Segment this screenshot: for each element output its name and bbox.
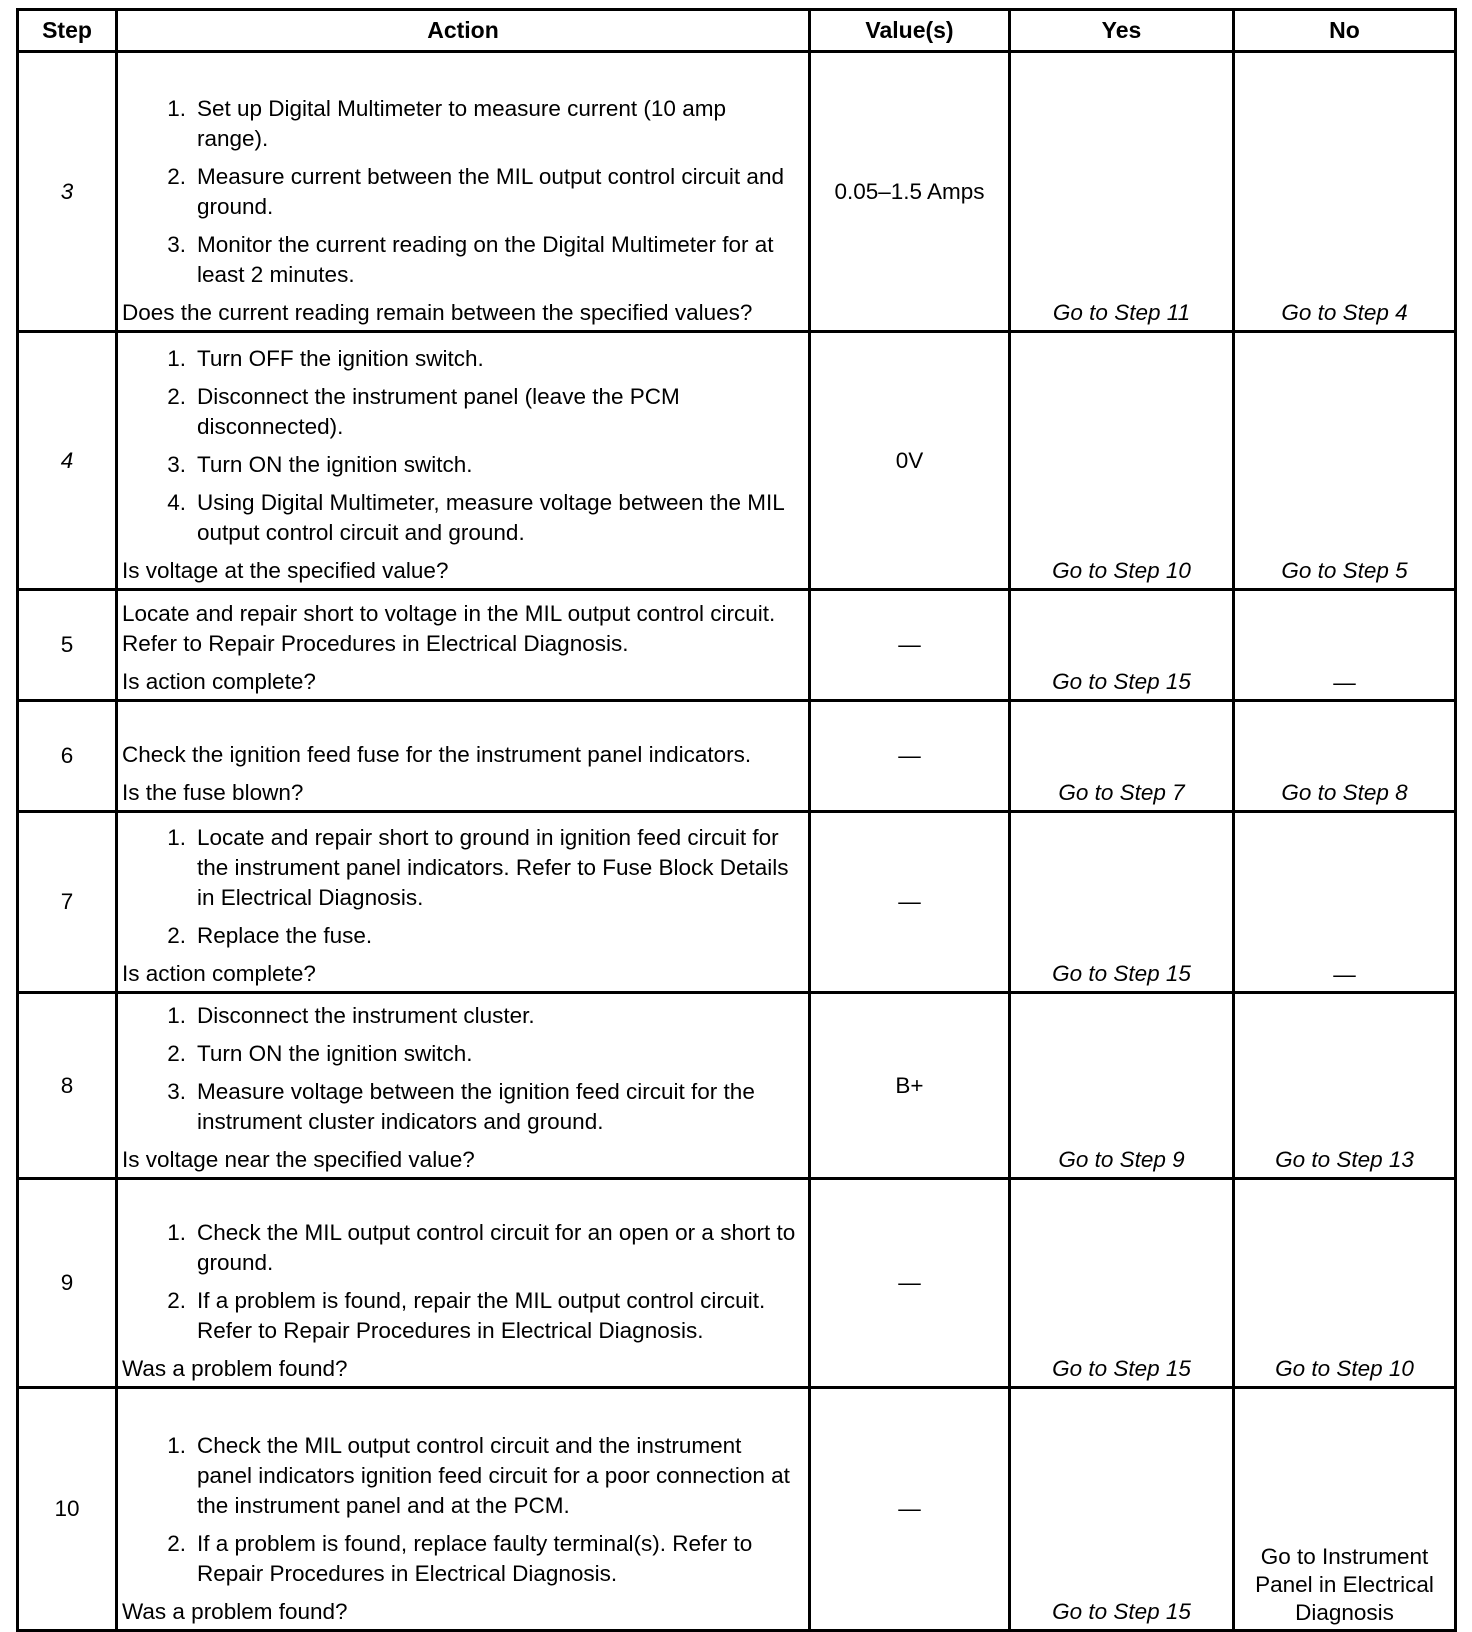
action-text: Locate and repair short to voltage in the MIL output control circuit. Refer to Repair Procedures in Electrical Diagnosis. xyxy=(122,601,776,656)
step-number: 10 xyxy=(18,1388,117,1631)
value-cell: — xyxy=(810,1179,1010,1388)
action-step: 2. Measure current between the MIL output control circuit and ground. xyxy=(167,164,784,219)
yes-cell: Go to Step 10 xyxy=(1010,332,1234,590)
action-cell xyxy=(117,590,810,701)
action-question: Was a problem found? xyxy=(122,1599,348,1624)
action-steps xyxy=(122,344,802,548)
action-step: 3. Monitor the current reading on the Digital Multimeter for at least 2 minutes. xyxy=(167,232,774,287)
yes-cell: Go to Step 15 xyxy=(1010,1388,1234,1631)
no-cell: Go to Step 10 xyxy=(1234,1179,1456,1388)
table-row-step-4 xyxy=(18,332,1456,590)
yes-cell: Go to Step 7 xyxy=(1010,701,1234,812)
action-steps xyxy=(122,94,802,290)
no-cell: Go to Step 5 xyxy=(1234,332,1456,590)
value-cell: 0V xyxy=(810,332,1010,590)
table-row-step-8 xyxy=(18,993,1456,1179)
action-question: Is voltage at the specified value? xyxy=(122,558,449,583)
action-step: 1. Check the MIL output control circuit for an open or a short to ground. xyxy=(167,1220,796,1275)
value-cell: — xyxy=(810,812,1010,993)
value-cell: — xyxy=(810,701,1010,812)
action-step: 4. Using Digital Multimeter, measure voltage between the MIL output control circuit and ground. xyxy=(167,490,784,545)
yes-cell: Go to Step 15 xyxy=(1010,812,1234,993)
action-question: Is action complete? xyxy=(122,961,316,986)
header-yes: Yes xyxy=(1010,10,1234,52)
diagnostic-table xyxy=(16,8,1457,1632)
action-cell xyxy=(117,1179,810,1388)
no-cell: Go to Step 13 xyxy=(1234,993,1456,1179)
action-step: 1. Check the MIL output control circuit and the instrument panel indicators ignition feed circuit for a poor connection at the instrument panel and at the PCM. xyxy=(167,1433,790,1518)
step-number: 4 xyxy=(18,332,117,590)
action-steps xyxy=(122,1431,802,1589)
no-cell: — xyxy=(1234,590,1456,701)
action-steps xyxy=(122,823,802,951)
action-text: Check the ignition feed fuse for the instrument panel indicators. xyxy=(122,742,752,767)
action-step: 3. Measure voltage between the ignition feed circuit for the instrument cluster indicators and ground. xyxy=(167,1079,755,1134)
header-values: Value(s) xyxy=(810,10,1010,52)
action-step: 1. Turn OFF the ignition switch. xyxy=(167,346,484,371)
action-cell xyxy=(117,701,810,812)
step-number: 6 xyxy=(18,701,117,812)
action-cell xyxy=(117,812,810,993)
no-cell: Go to Step 8 xyxy=(1234,701,1456,812)
yes-cell: Go to Step 9 xyxy=(1010,993,1234,1179)
action-step: 2. Turn ON the ignition switch. xyxy=(167,1041,473,1066)
action-cell xyxy=(117,993,810,1179)
header-no: No xyxy=(1234,10,1456,52)
action-step: 2. If a problem is found, repair the MIL output control circuit. Refer to Repair Procedures in Electrical Diagnosis. xyxy=(167,1288,766,1343)
table-row-step-7 xyxy=(18,812,1456,993)
action-cell xyxy=(117,332,810,590)
step-number: 5 xyxy=(18,590,117,701)
action-steps xyxy=(122,1001,802,1137)
diagnostic-table-container xyxy=(16,8,1457,1632)
action-question: Does the current reading remain between the specified values? xyxy=(122,300,753,325)
table-row-step-3 xyxy=(18,52,1456,332)
action-question: Was a problem found? xyxy=(122,1356,348,1381)
action-step: 2. If a problem is found, replace faulty terminal(s). Refer to Repair Procedures in Electrical Diagnosis. xyxy=(167,1531,753,1586)
value-cell: B+ xyxy=(810,993,1010,1179)
yes-cell: Go to Step 15 xyxy=(1010,590,1234,701)
table-row-step-6 xyxy=(18,701,1456,812)
table-row-step-10 xyxy=(18,1388,1456,1631)
action-step: 1. Locate and repair short to ground in ignition feed circuit for the instrument panel indicators. Refer to Fuse Block Details in Electrical Diagnosis. xyxy=(167,825,789,910)
action-step: 3. Turn ON the ignition switch. xyxy=(167,452,473,477)
header-step: Step xyxy=(18,10,117,52)
step-number: 9 xyxy=(18,1179,117,1388)
table-row-step-5 xyxy=(18,590,1456,701)
header-action: Action xyxy=(117,10,810,52)
action-steps xyxy=(122,1218,802,1346)
no-cell: — xyxy=(1234,812,1456,993)
action-step: 1. Disconnect the instrument cluster. xyxy=(167,1003,535,1028)
action-step: 1. Set up Digital Multimeter to measure current (10 amp range). xyxy=(167,96,726,151)
action-question: Is voltage near the specified value? xyxy=(122,1147,475,1172)
step-number: 8 xyxy=(18,993,117,1179)
header-row xyxy=(18,10,1456,52)
value-cell: — xyxy=(810,1388,1010,1631)
yes-cell: Go to Step 15 xyxy=(1010,1179,1234,1388)
action-question: Is action complete? xyxy=(122,669,316,694)
yes-cell: Go to Step 11 xyxy=(1010,52,1234,332)
action-step: 2. Replace the fuse. xyxy=(167,923,373,948)
value-cell: — xyxy=(810,590,1010,701)
step-number: 7 xyxy=(18,812,117,993)
action-step: 2. Disconnect the instrument panel (leave the PCM disconnected). xyxy=(167,384,680,439)
action-cell xyxy=(117,1388,810,1631)
table-row-step-9 xyxy=(18,1179,1456,1388)
no-cell: Go to Instrument Panel in Electrical Diagnosis xyxy=(1234,1388,1456,1631)
step-number: 3 xyxy=(18,52,117,332)
action-question: Is the fuse blown? xyxy=(122,780,304,805)
value-cell: 0.05–1.5 Amps xyxy=(810,52,1010,332)
no-cell: Go to Step 4 xyxy=(1234,52,1456,332)
action-cell xyxy=(117,52,810,332)
